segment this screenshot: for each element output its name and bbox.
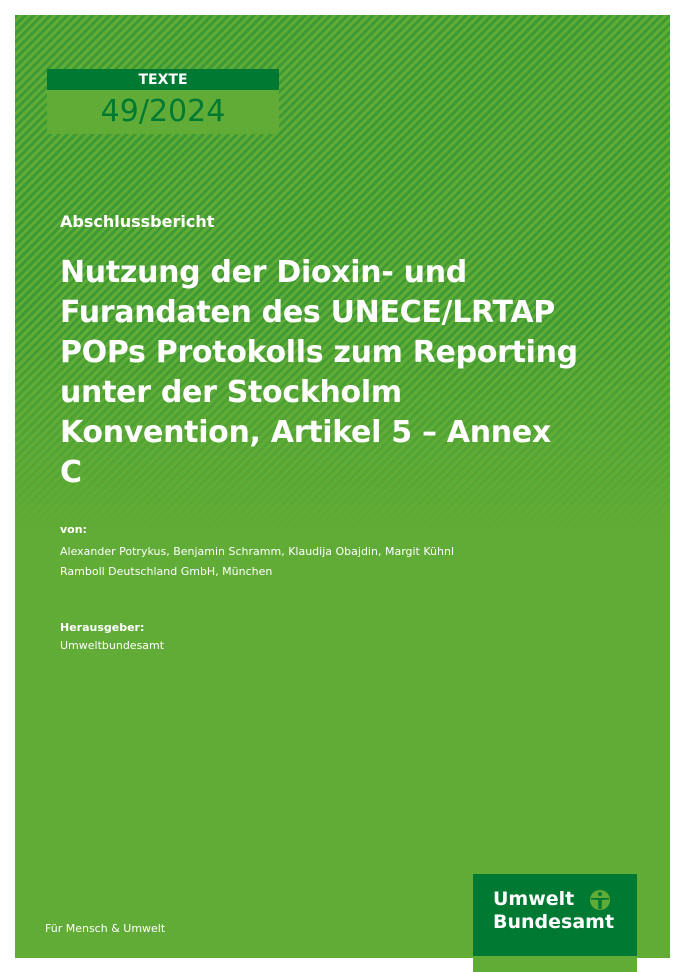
authors-label: von: — [60, 523, 87, 536]
authors-names: Alexander Potrykus, Benjamin Schramm, Klaudija Obajdin, Margit Kühnl — [60, 545, 455, 558]
cover-page — [15, 15, 670, 958]
footer-slogan: Für Mensch & Umwelt — [45, 922, 166, 935]
series-label: TEXTE — [47, 69, 279, 90]
title-line: C — [60, 455, 82, 490]
title-line: Furandaten des UNECE/LRTAP — [60, 295, 555, 330]
publisher-label: Herausgeber: — [60, 621, 145, 634]
authors-org: Ramboll Deutschland GmbH, München — [60, 565, 273, 578]
publisher-name: Umweltbundesamt — [60, 639, 165, 652]
document-title — [60, 253, 650, 493]
uba-logo — [473, 874, 637, 972]
title-line: Nutzung der Dioxin- und — [60, 255, 467, 290]
logo-line2: Bundesamt — [493, 911, 615, 933]
title-line: Konvention, Artikel 5 – Annex — [60, 415, 551, 450]
uba-figure-icon — [589, 889, 611, 911]
title-line: POPs Protokolls zum Reporting — [60, 335, 578, 370]
series-badge — [47, 69, 279, 134]
title-line: unter der Stockholm — [60, 375, 402, 410]
series-number: 49/2024 — [47, 90, 279, 134]
report-type: Abschlussbericht — [60, 212, 215, 231]
logo-line1: Umwelt — [493, 888, 575, 910]
